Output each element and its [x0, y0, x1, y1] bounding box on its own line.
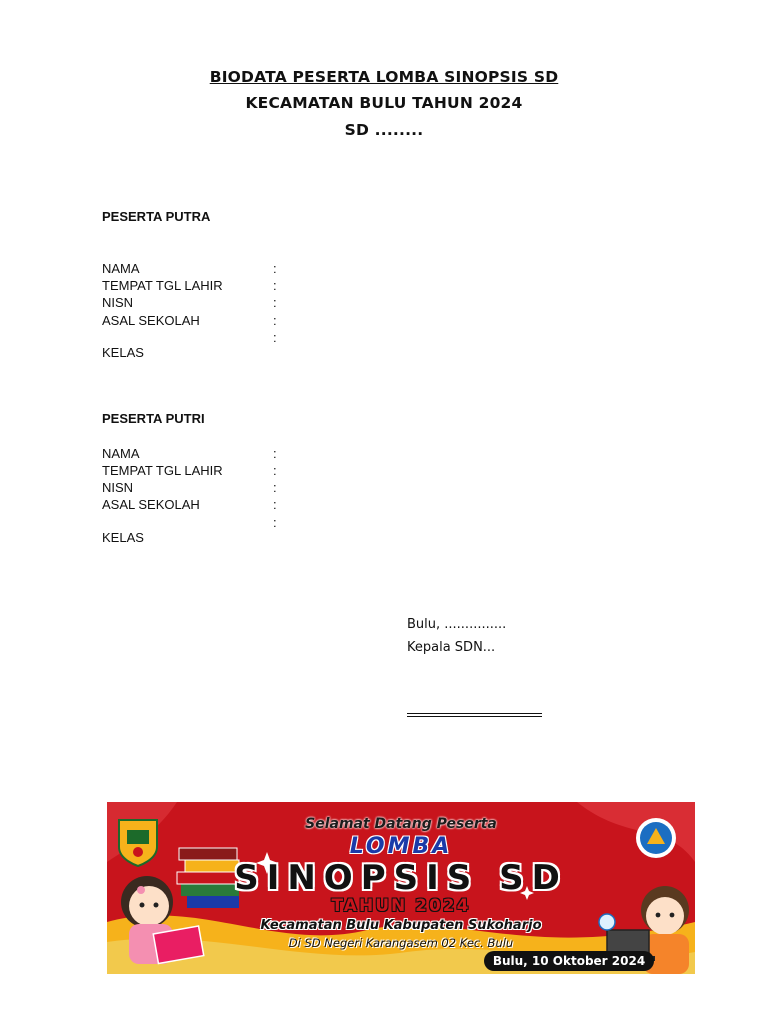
- banner-venue-text: Di SD Negeri Karangasem 02 Kec. Bulu: [288, 936, 514, 950]
- signature-line: [407, 716, 542, 717]
- field-label-nisn: NISN: [102, 480, 134, 495]
- field-colon: :: [273, 295, 277, 310]
- signature-place-date: Bulu, ...............: [407, 617, 507, 632]
- section-heading-putri: PESERTA PUTRI: [102, 411, 205, 426]
- banner-sinopsis-text: SINOPSIS SD: [234, 858, 568, 898]
- school-line: SD ........: [344, 121, 424, 139]
- field-colon: :: [273, 515, 277, 530]
- field-label-ttl: TEMPAT TGL LAHIR: [102, 463, 223, 478]
- section-heading-putra: PESERTA PUTRA: [102, 209, 211, 224]
- document-title: BIODATA PESERTA LOMBA SINOPSIS SD: [209, 68, 559, 86]
- banner-welcome-text: Selamat Datang Peserta: [305, 816, 497, 832]
- signature-line: [407, 713, 542, 714]
- field-label-nama: NAMA: [102, 261, 140, 276]
- banner-date-badge: Bulu, 10 Oktober 2024: [484, 951, 654, 971]
- banner-lomba-text: LOMBA: [349, 834, 453, 859]
- field-label-asal-sekolah: ASAL SEKOLAH: [102, 497, 200, 512]
- field-colon: :: [273, 330, 277, 345]
- field-label-nama: NAMA: [102, 446, 140, 461]
- field-label-asal-sekolah: ASAL SEKOLAH: [102, 313, 200, 328]
- field-label-ttl: TEMPAT TGL LAHIR: [102, 278, 223, 293]
- field-label-kelas: KELAS: [102, 345, 144, 360]
- event-banner: [107, 802, 695, 974]
- document-subtitle: KECAMATAN BULU TAHUN 2024: [245, 94, 523, 112]
- signature-role: Kepala SDN...: [407, 640, 496, 655]
- field-colon: :: [273, 463, 277, 478]
- banner-district-text: Kecamatan Bulu Kabupaten Sukoharjo: [260, 918, 542, 933]
- field-label-kelas: KELAS: [102, 530, 144, 545]
- field-label-nisn: NISN: [102, 295, 134, 310]
- banner-year-text: TAHUN 2024: [331, 896, 471, 916]
- field-colon: :: [273, 261, 277, 276]
- field-colon: :: [273, 278, 277, 293]
- field-colon: :: [273, 313, 277, 328]
- field-colon: :: [273, 497, 277, 512]
- field-colon: :: [273, 480, 277, 495]
- field-colon: :: [273, 446, 277, 461]
